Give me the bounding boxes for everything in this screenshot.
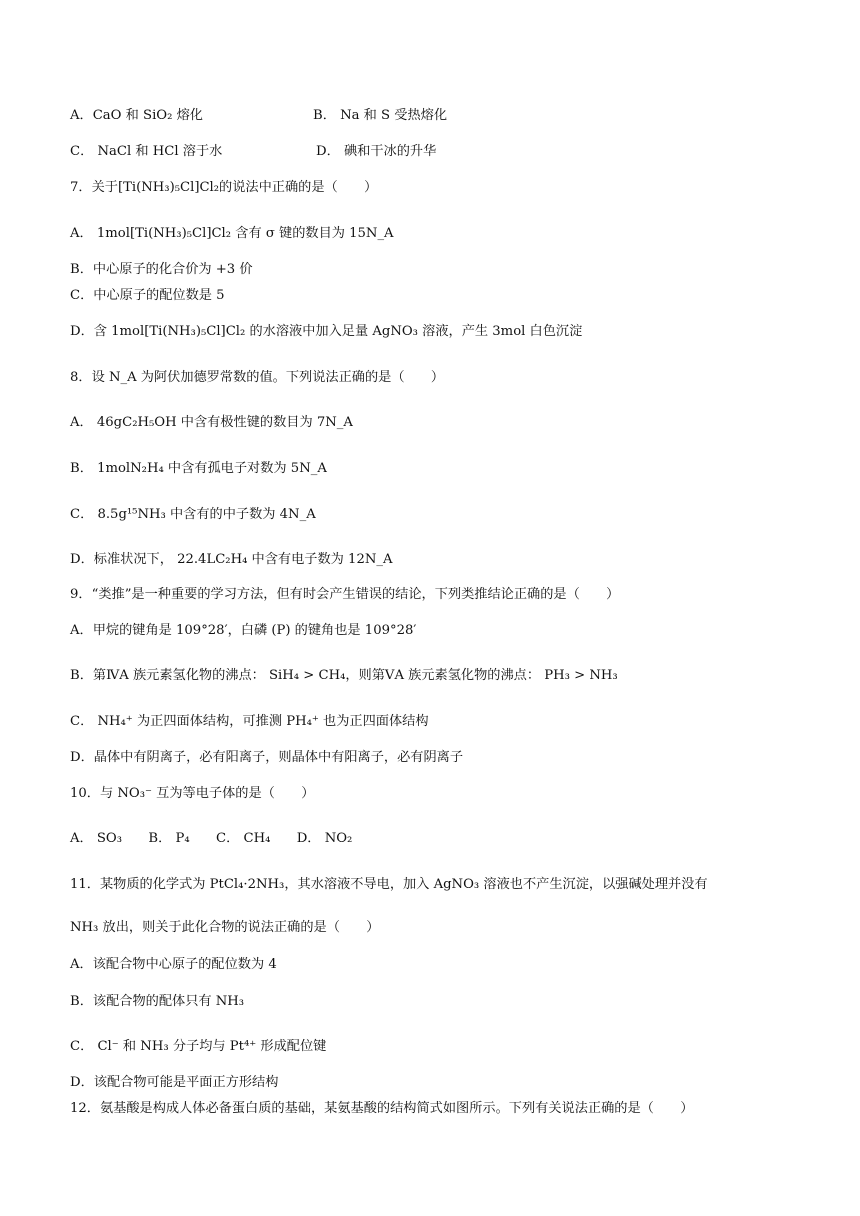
q7-stem: 7．关于[Ti(NH₃)₅Cl]Cl₂的说法中正确的是（ ）	[70, 180, 378, 195]
q7-option-c: C．中心原子的配位数是 5	[70, 288, 225, 303]
q9-stem: 9．“类推”是一种重要的学习方法，但有时会产生错误的结论，下列类推结论正确的是（ ）	[70, 587, 620, 602]
q6-options-row-2	[70, 142, 437, 162]
q7-option-d: D．含 1mol[Ti(NH₃)₅Cl]Cl₂ 的水溶液中加入足量 AgNO₃ 溶液，产生 3mol 白色沉淀	[70, 324, 583, 339]
q6-option-a: A．CaO 和 SiO₂ 熔化	[70, 108, 203, 123]
q11-option-a: A．该配合物中心原子的配位数为 4	[70, 957, 277, 972]
q7-option-b: B．中心原子的化合价为 +3 价	[70, 262, 253, 277]
q11-option-c: C． Cl⁻ 和 NH₃ 分子均与 Pt⁴⁺ 形成配位键	[70, 1039, 327, 1054]
q8-option-b: B． 1molN₂H₄ 中含有孤电子对数为 5N_A	[70, 461, 327, 476]
q6-option-b: B． Na 和 S 受热熔化	[313, 108, 448, 123]
q11-stem-line-1: 11．某物质的化学式为 PtCl₄·2NH₃，其水溶液不导电，加入 AgNO₃ 溶液也不产生沉淀，以强碱处理并没有	[70, 877, 708, 892]
q12-stem: 12．氨基酸是构成人体必备蛋白质的基础，某氨基酸的结构简式如图所示。下列有关说法正确的是（ ）	[70, 1101, 694, 1116]
q11-stem-line-2: NH₃ 放出，则关于此化合物的说法正确的是（ ）	[70, 920, 380, 935]
q9-option-b: B．第ⅣA 族元素氢化物的沸点： SiH₄ > CH₄，则第ⅤA 族元素氢化物的沸点： PH₃ > NH₃	[70, 668, 618, 683]
q8-option-a: A． 46gC₂H₅OH 中含有极性键的数目为 7N_A	[70, 415, 353, 430]
q8-option-d: D．标准状况下， 22.4LC₂H₄ 中含有电子数为 12N_A	[70, 552, 393, 567]
q6-options-row-1	[70, 106, 448, 126]
q10-options: A． SO₃ B． P₄ C． CH₄ D． NO₂	[70, 831, 353, 846]
q8-stem: 8．设 N_A 为阿伏加德罗常数的值。下列说法正确的是（ ）	[70, 370, 445, 385]
q6-option-d: D． 碘和干冰的升华	[316, 144, 437, 159]
q6-option-c: C． NaCl 和 HCl 溶于水	[70, 144, 223, 159]
q7-option-a: A． 1mol[Ti(NH₃)₅Cl]Cl₂ 含有 σ 键的数目为 15N_A	[70, 226, 394, 241]
q8-option-c: C． 8.5g¹⁵NH₃ 中含有的中子数为 4N_A	[70, 507, 316, 522]
q10-stem: 10．与 NO₃⁻ 互为等电子体的是（ ）	[70, 786, 315, 801]
q9-option-a: A．甲烷的键角是 109°28′，白磷 (P) 的键角也是 109°28′	[70, 623, 417, 638]
q9-option-c: C． NH₄⁺ 为正四面体结构，可推测 PH₄⁺ 也为正四面体结构	[70, 714, 429, 729]
q11-option-b: B．该配合物的配体只有 NH₃	[70, 994, 245, 1009]
q11-option-d: D．该配合物可能是平面正方形结构	[70, 1075, 279, 1090]
q9-option-d: D．晶体中有阴离子，必有阳离子，则晶体中有阳离子，必有阴离子	[70, 750, 464, 765]
